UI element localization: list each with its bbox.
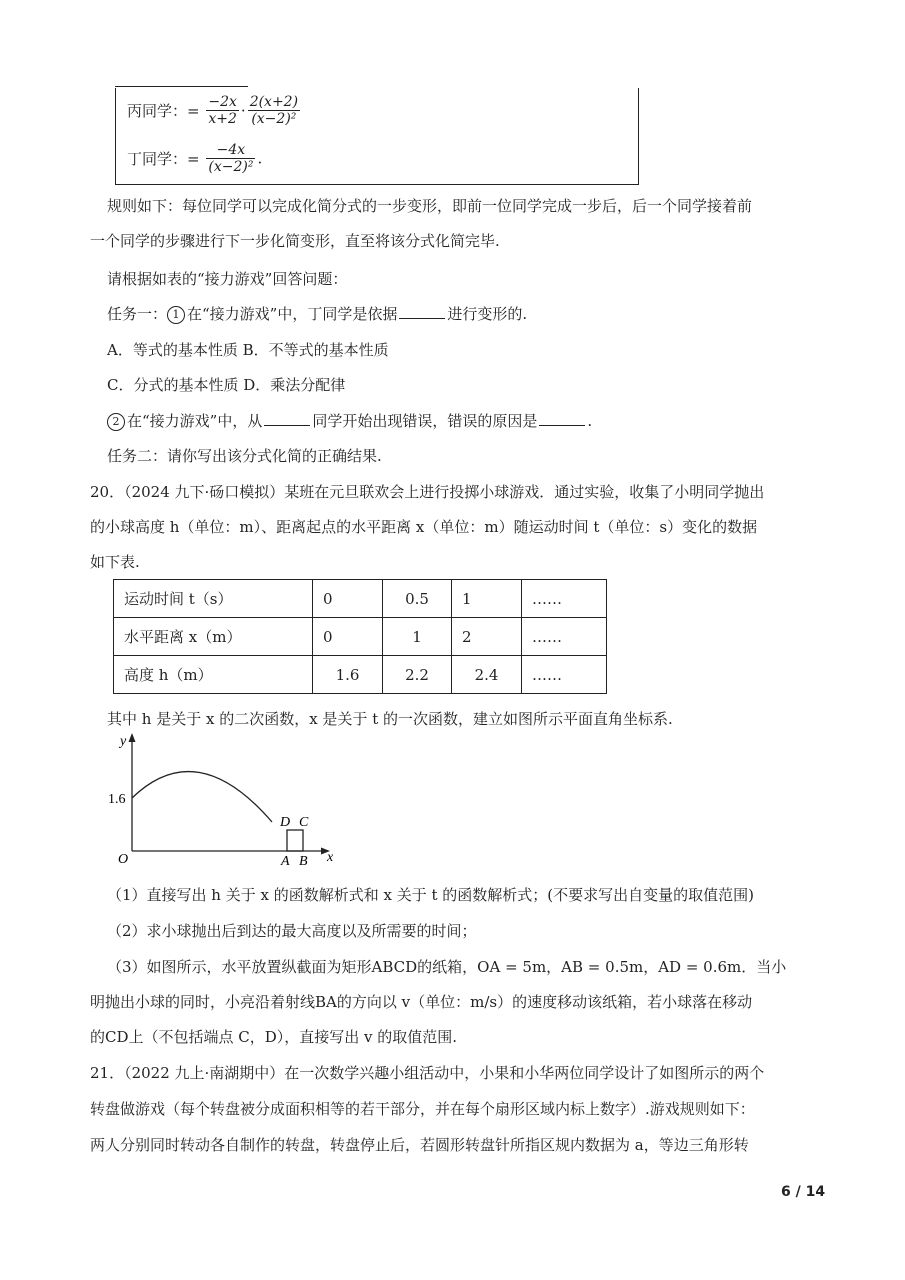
table-cell: 高度 h（m） [114, 656, 313, 694]
fraction-3-numerator: −4x [216, 142, 246, 158]
answer-blank[interactable] [539, 411, 585, 426]
table-cell: …… [522, 656, 607, 694]
row-ding [127, 142, 262, 175]
p21-line-1: 21．（2022 九上·南湖期中）在一次数学兴趣小组活动中，小果和小华两位同学设计了如图所示的两个 [90, 1064, 765, 1082]
box-top-border [115, 86, 248, 87]
p21-line-2: 转盘做游戏（每个转盘被分成面积相等的若干部分，并在每个扇形区域内标上数字）.游戏规则如下： [90, 1100, 755, 1118]
q1-line: （1）直接写出 h 关于 x 的函数解析式和 x 关于 t 的函数解析式；(不要求写出自变量的取值范围) [107, 886, 755, 904]
coordinate-figure [100, 730, 350, 870]
task1-middle: 在“接力游戏”中，丁同学是依据 [187, 305, 398, 323]
tick-label-1-6: 1.6 [108, 792, 126, 807]
p20-line-1: 20．（2024 九下·砀口模拟）某班在元旦联欢会上进行投掷小球游戏．通过实验，收集了小明同学抛出 [90, 483, 765, 501]
task2-line: 任务二：请你写出该分式化简的正确结果. [107, 447, 382, 465]
table-cell: …… [522, 580, 607, 618]
answer-blank[interactable] [264, 411, 310, 426]
table-row [114, 580, 607, 618]
point-b-label: B [299, 854, 308, 869]
table-row [114, 618, 607, 656]
p21-line-3: 两人分别同时转动各自制作的转盘，转盘停止后，若圆形转盘针所指区规内数据为 a，等边三角形转 [90, 1136, 749, 1154]
table-cell: 1.6 [313, 656, 383, 694]
fraction-2-denominator: (x−2)² [248, 110, 300, 127]
q3-line-3: 的CD上（不包括端点 C，D），直接写出 v 的取值范围. [90, 1028, 458, 1046]
q2-part-b: 同学开始出现错误，错误的原因是 [312, 412, 538, 430]
y-axis-label: y [120, 734, 127, 749]
data-table [113, 579, 607, 694]
table-cell: 2.4 [452, 656, 522, 694]
box-rectangle [287, 830, 303, 851]
table-cell: 2 [452, 618, 522, 656]
table-cell: 1 [452, 580, 522, 618]
fraction-3-denominator: (x−2)² [208, 159, 254, 175]
fraction-3 [206, 142, 255, 175]
origin-label: O [118, 852, 129, 867]
q2-part-a: 在“接力游戏”中，从 [127, 412, 263, 430]
after-table-line: 其中 h 是关于 x 的二次函数，x 是关于 t 的一次函数，建立如图所示平面直角坐标系. [107, 710, 673, 728]
option-cd: C．分式的基本性质 D．乘法分配律 [107, 376, 346, 394]
fraction-1 [206, 94, 239, 127]
q3-line-2: 明抛出小球的同时，小亮沿着射线BA的方向以 v（单位：m/s）的速度移动该纸箱，若小球落在移动 [90, 993, 753, 1011]
q3-line-1: （3）如图所示，水平放置纵截面为矩形ABCD的纸箱，OA = 5m，AB = 0.5m，AD = 0.6m．当小 [107, 958, 787, 976]
task1-suffix: 进行变形的. [447, 305, 528, 323]
circled-two: 2 [107, 413, 125, 431]
p20-line-3: 如下表. [90, 553, 140, 571]
x-axis-label: x [327, 850, 334, 865]
row-bing [127, 94, 302, 127]
fraction-1-denominator: x+2 [208, 111, 237, 127]
table-cell: …… [522, 618, 607, 656]
circled-one: 1 [167, 306, 185, 324]
table-cell: 0.5 [383, 580, 452, 618]
row-bing-label: 丙同学：= [127, 102, 200, 120]
parabola-curve [132, 772, 272, 822]
table-cell: 水平距离 x（m） [114, 618, 313, 656]
rule-line-1: 规则如下：每位同学可以完成化简分式的一步变形，即前一位同学完成一步后，后一个同学接着前 [107, 197, 753, 215]
task1-q2-line [107, 410, 592, 431]
q2-part-c: . [587, 412, 593, 430]
row-ding-label: 丁同学：= [127, 150, 200, 168]
page-number: 6 / 14 [781, 1184, 826, 1200]
y-axis-arrow [129, 733, 136, 742]
table-cell: 0 [313, 580, 383, 618]
point-d-label: D [280, 815, 291, 830]
ask-line: 请根据如表的“接力游戏”回答问题： [107, 270, 348, 288]
fraction-2-numerator: 2(x+2) [249, 94, 299, 110]
answer-blank[interactable] [399, 304, 445, 319]
option-ab: A．等式的基本性质 B．不等式的基本性质 [107, 341, 389, 359]
task1-line [107, 303, 527, 324]
point-a-label: A [281, 854, 290, 869]
dot-operator: · [240, 101, 246, 120]
period: . [257, 149, 263, 168]
table-cell: 运动时间 t（s） [114, 580, 313, 618]
rule-line-2: 一个同学的步骤进行下一步化简变形，直至将该分式化简完毕. [90, 232, 500, 250]
table-cell: 2.2 [383, 656, 452, 694]
fraction-2 [248, 94, 300, 127]
table-cell: 0 [313, 618, 383, 656]
point-c-label: C [299, 815, 309, 830]
table-row [114, 656, 607, 694]
task1-prefix: 任务一： [107, 305, 168, 323]
fraction-1-numerator: −2x [208, 94, 237, 110]
p20-line-2: 的小球高度 h（单位：m）、距离起点的水平距离 x（单位：m）随运动时间 t（单位：s）变化的数据 [90, 518, 758, 536]
q2-line: （2）求小球抛出后到达的最大高度以及所需要的时间； [107, 922, 477, 940]
table-cell: 1 [383, 618, 452, 656]
